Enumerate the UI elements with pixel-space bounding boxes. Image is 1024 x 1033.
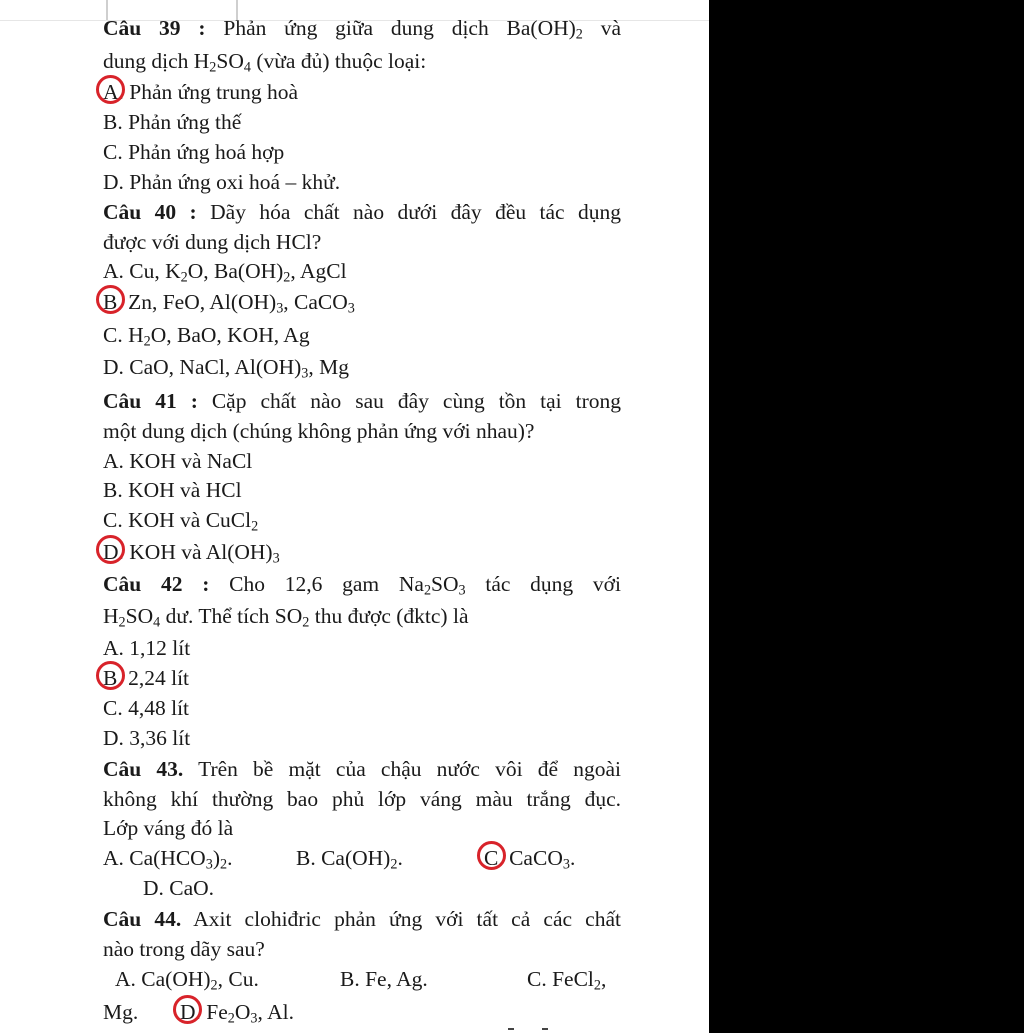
q43-stem-1: Trên bề mặt của chậu nước vôi để ngoài (198, 757, 621, 781)
q42-option-a: A. 1,12 lít (103, 636, 191, 660)
q40-stem-line-1 (103, 199, 621, 225)
q44-label: Câu 44. (103, 907, 182, 931)
q40-stem-1: Dãy hóa chất nào dưới đây đều tác dụng (210, 200, 622, 224)
q42-stem-1: Cho 12,6 gam $Na_2SO_3$ tác dụng với (229, 572, 621, 599)
q43-stem-3: Lớp váng đó là (103, 816, 234, 840)
q43-option-c-text: . CaCO$_3$. (498, 846, 576, 873)
q43-label: Câu 43. (103, 757, 184, 781)
answer-circle-icon: C (484, 846, 499, 870)
q40-label: Câu 40 : (103, 200, 197, 224)
q39-option-d: D. Phản ứng oxi hoá – khử. (103, 170, 341, 194)
q40-option-a: A. Cu, $K_2O$, $Ba(OH)_2$, AgCl (103, 259, 347, 286)
q39-option-a-text: . Phản ứng trung hoà (118, 80, 298, 104)
q41-stem-line-1 (103, 388, 621, 414)
q39-option-a (103, 79, 298, 105)
q40-option-b (103, 289, 355, 315)
answer-circle-icon: D (103, 540, 119, 564)
q41-stem-2: một dung dịch (chúng không phản ứng với nhau)? (103, 419, 535, 443)
q44-option-d (180, 999, 294, 1025)
answer-circle-icon: A (103, 80, 119, 104)
q41-option-c: C. KOH và CuCl$_2$ (103, 508, 259, 535)
q42-option-c: C. 4,48 lít (103, 696, 190, 720)
black-side-panel (709, 0, 1024, 1033)
q43-stem-line-1 (103, 756, 621, 782)
q42-stem-2: $H_2SO_4$ dư. Thể tích $SO_2$ thu được (đktc) là (103, 604, 469, 631)
q44-stem-line-1 (103, 906, 621, 932)
q40-option-b-text: . Zn, FeO, $Al(OH)_3$, CaCO$_3$ (117, 290, 355, 317)
q41-stem-1: Cặp chất nào sau đây cùng tồn tại trong (211, 389, 621, 413)
answer-circle-icon: D (180, 1000, 196, 1024)
q41-option-d-text: . KOH và $Al(OH)_3$ (118, 540, 280, 567)
q41-option-d (103, 539, 280, 565)
q44-option-a: A. $Ca(OH)_2$, Cu. (115, 967, 259, 994)
q43-stem-2: không khí thường bao phủ lớp váng màu trắng đục. (103, 787, 621, 811)
q44-stem-2: nào trong dãy sau? (103, 937, 265, 961)
q43-option-d: D. CaO. (143, 876, 215, 900)
q43-option-a: A. $Ca(HCO_3)_2$. (103, 846, 233, 873)
q43-option-c (484, 845, 575, 871)
q39-option-b: B. Phản ứng thế (103, 110, 242, 134)
q42-option-b-text: . 2,24 lít (117, 666, 190, 690)
q44-option-d-text: . $Fe_2O_3$, Al. (195, 1000, 294, 1027)
q40-stem-2: được với dung dịch HCl? (103, 230, 322, 254)
q43-option-b: B. $Ca(OH)_2$. (296, 846, 403, 873)
q44-option-c-part-1: C. FeCl$_2$, (527, 967, 607, 994)
q39-stem-2: dung dịch $H_2SO_4$ (vừa đủ) thuộc loại: (103, 49, 427, 76)
q39-label: Câu 39 : (103, 16, 206, 40)
q42-option-d: D. 3,36 lít (103, 726, 191, 750)
q41-label: Câu 41 : (103, 389, 198, 413)
q44-stem-1: Axit clohiđric phản ứng với tất cả các chất (193, 907, 621, 931)
q42-label: Câu 42 : (103, 572, 210, 596)
next-line-cutoff (480, 1024, 570, 1033)
q44-option-c-part-2: Mg. (103, 1000, 139, 1024)
q42-option-b (103, 665, 189, 691)
q40-option-d: D. CaO, NaCl, $Al(OH)_3$, Mg (103, 355, 349, 382)
answer-circle-icon: B (103, 290, 118, 314)
answer-circle-icon: B (103, 666, 118, 690)
q42-stem-line-1 (103, 571, 621, 597)
q39-option-c: C. Phản ứng hoá hợp (103, 140, 285, 164)
q39-stem-1: Phản ứng giữa dung dịch $Ba(OH)_2$ và (223, 16, 622, 43)
q39-stem-line-1 (103, 15, 621, 41)
q40-option-c: C. $H_2O$, BaO, KOH, Ag (103, 323, 310, 350)
q41-option-b: B. KOH và HCl (103, 478, 242, 502)
q44-option-b: B. Fe, Ag. (340, 967, 428, 991)
q41-option-a: A. KOH và NaCl (103, 449, 253, 473)
